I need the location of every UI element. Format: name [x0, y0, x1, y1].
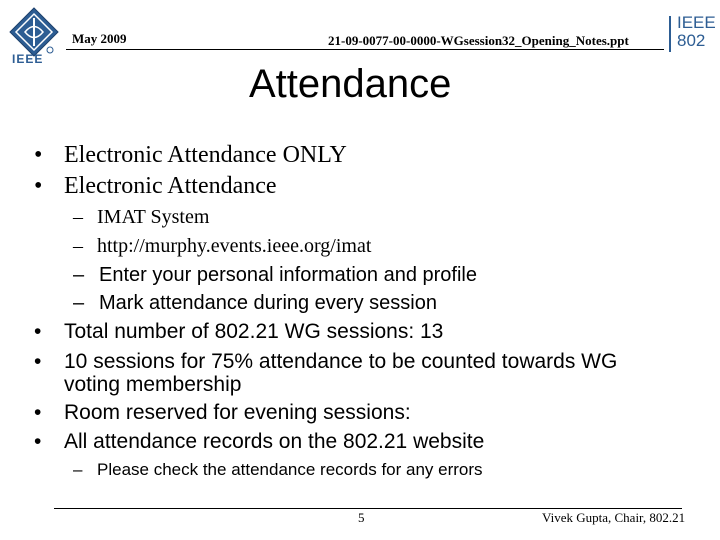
- subitem-text: Enter your personal information and profile: [99, 264, 477, 286]
- footer-page-number: 5: [358, 510, 365, 525]
- bullet-icon: •: [34, 320, 42, 343]
- dash-icon: –: [73, 235, 83, 257]
- bullet-text: All attendance records on the 802.21 website: [64, 430, 485, 453]
- dash-icon: –: [73, 206, 83, 228]
- bullet-ten-sessions-continued: [64, 373, 241, 397]
- bullet-text: Total number of 802.21 WG sessions: 13: [64, 320, 444, 343]
- ieee-802-logo: [669, 13, 716, 54]
- bullet-text-continued: voting membership: [64, 373, 242, 396]
- header-rule: [66, 49, 664, 50]
- subitem-text: Mark attendance during every session: [99, 292, 437, 314]
- bullet-icon: •: [34, 142, 43, 168]
- dash-icon: –: [73, 292, 85, 314]
- dash-icon: –: [73, 460, 83, 479]
- bullet-icon: •: [34, 173, 43, 199]
- ieee-802-logo-bottom: 802: [677, 31, 706, 50]
- bullet-text: Electronic Attendance ONLY: [64, 142, 347, 168]
- ieee-logo-left-text: IEEE: [12, 52, 44, 66]
- footer-rule: [54, 508, 682, 509]
- bullet-text: Room reserved for evening sessions:: [64, 401, 411, 424]
- slide-title: Attendance: [249, 62, 452, 106]
- footer-author: Vivek Gupta, Chair, 802.21: [542, 510, 686, 525]
- subitem-text: Please check the attendance records for any errors: [97, 460, 483, 479]
- ieee-802-logo-top: IEEE: [677, 13, 716, 32]
- bullet-text: Electronic Attendance: [64, 173, 277, 199]
- ieee-802-logo-bar: [669, 16, 671, 52]
- bullet-icon: •: [34, 401, 42, 424]
- subitem-text: http://murphy.events.ieee.org/imat: [97, 235, 372, 257]
- header-doc-id: 21-09-0077-00-0000-WGsession32_Opening_Notes.ppt: [328, 33, 629, 48]
- bullet-text: 10 sessions for 75% attendance to be counted towards WG: [64, 350, 618, 373]
- dash-icon: –: [73, 264, 85, 286]
- header-date: May 2009: [72, 31, 127, 46]
- bullet-icon: •: [34, 350, 42, 373]
- subitem-text: IMAT System: [97, 206, 210, 228]
- bullet-icon: •: [34, 430, 42, 453]
